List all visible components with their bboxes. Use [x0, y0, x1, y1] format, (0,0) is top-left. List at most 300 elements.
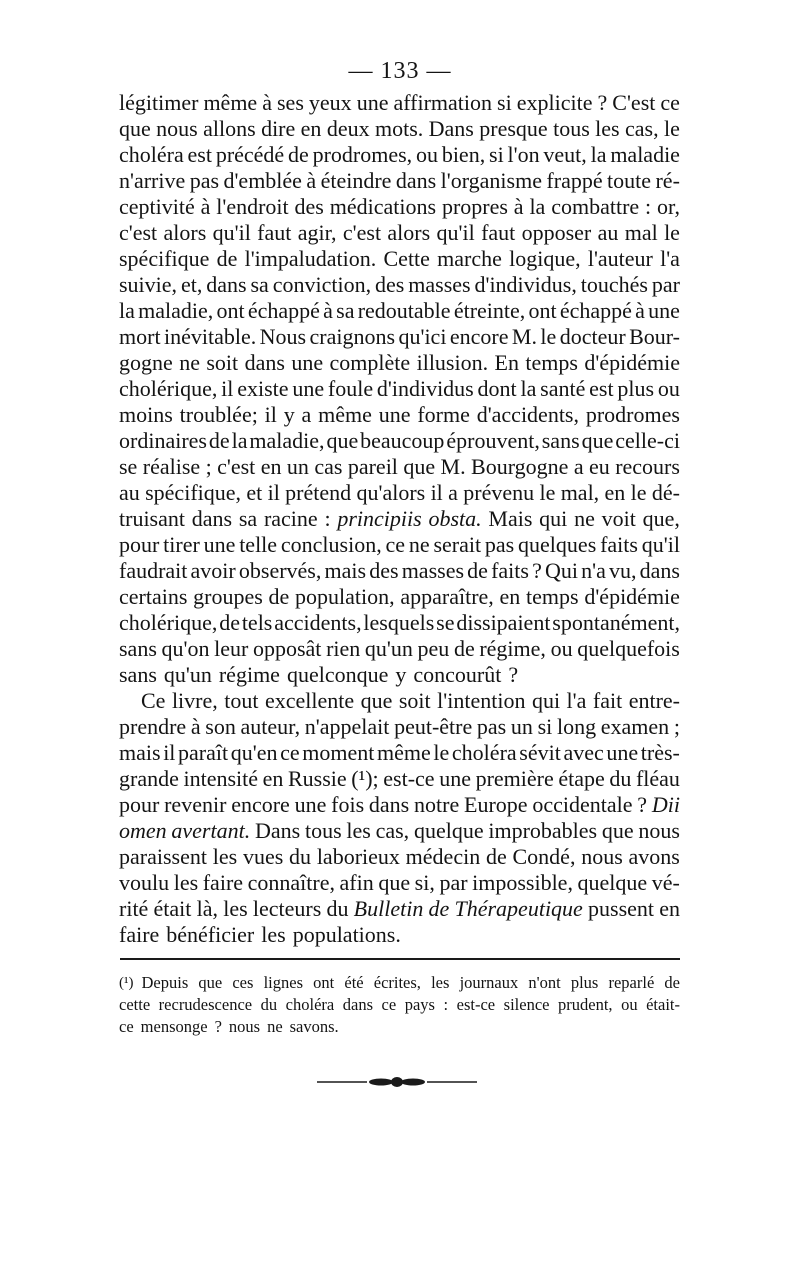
- word: tous: [553, 116, 590, 141]
- word: la: [231, 428, 248, 453]
- word: nous: [638, 818, 680, 843]
- word: il: [264, 402, 277, 427]
- text-line: [119, 662, 680, 688]
- word: lesquels: [363, 610, 435, 635]
- word: prendre: [119, 714, 187, 739]
- word: celle-ci: [615, 428, 680, 453]
- word: propres: [441, 194, 508, 219]
- word: sans: [541, 428, 580, 453]
- word: l'organisme: [440, 168, 542, 193]
- word: de: [467, 558, 488, 583]
- word: mal,: [560, 480, 600, 505]
- footnote: [119, 972, 680, 1038]
- word: les: [223, 896, 248, 921]
- word: Dii: [651, 792, 680, 817]
- word: a: [301, 402, 312, 427]
- word: là,: [196, 896, 218, 921]
- page-number: — 133 —: [348, 58, 452, 84]
- word: même: [203, 90, 258, 115]
- word: éteindre: [320, 168, 392, 193]
- word: à: [262, 90, 272, 115]
- word: une: [294, 792, 327, 817]
- word: Nous: [259, 324, 307, 349]
- word: c'est: [342, 220, 382, 245]
- word: M.: [511, 324, 537, 349]
- text-line: [119, 636, 680, 662]
- word: vu,: [609, 558, 637, 583]
- word: a: [448, 480, 458, 505]
- word: temps: [525, 350, 578, 375]
- word: échappé: [247, 298, 320, 323]
- text-line: [119, 688, 680, 714]
- word: ou: [621, 995, 638, 1014]
- word: écrites,: [373, 973, 421, 992]
- word: ces: [232, 973, 254, 992]
- word: recours: [615, 454, 680, 479]
- text-line: [119, 272, 680, 298]
- word: quelque: [577, 870, 648, 895]
- word: d'individus: [376, 376, 474, 401]
- word: ;: [205, 454, 212, 479]
- word: d'épidémie: [584, 350, 680, 375]
- word: sévit: [519, 740, 561, 765]
- word: ses: [277, 90, 304, 115]
- word: tout: [224, 688, 259, 713]
- word: des: [375, 272, 405, 297]
- word: M.: [440, 454, 466, 479]
- word: Bulletin: [353, 896, 424, 921]
- word: Cette: [383, 246, 430, 271]
- word: ce: [119, 1017, 134, 1036]
- word: fois: [331, 792, 365, 817]
- word: choléra: [451, 740, 517, 765]
- text-line: [119, 428, 680, 454]
- word: les: [346, 818, 371, 843]
- word: d'accidents,: [476, 402, 579, 427]
- word: connaître,: [247, 870, 335, 895]
- word: ?: [637, 792, 648, 817]
- word: touchés: [580, 272, 648, 297]
- word: ou: [416, 142, 438, 167]
- word: maladie,: [249, 428, 325, 453]
- text-line: [119, 818, 680, 844]
- word: prévenu: [463, 480, 535, 505]
- word: Bourgogne: [471, 454, 569, 479]
- word: plus: [570, 973, 599, 992]
- text-line: [119, 90, 680, 116]
- word: impossible,: [472, 870, 573, 895]
- word: voit: [601, 506, 636, 531]
- word: omen: [119, 818, 167, 843]
- word: les: [431, 973, 450, 992]
- text-line: [119, 116, 680, 142]
- word: que: [403, 454, 436, 479]
- word: faut: [257, 220, 292, 245]
- word: ?: [532, 558, 542, 583]
- word: conviction,: [272, 272, 372, 297]
- word: temps: [526, 584, 579, 609]
- word: les: [261, 922, 286, 947]
- word: l'endroit: [216, 194, 289, 219]
- word: cette: [119, 995, 151, 1014]
- word: illusion.: [416, 350, 489, 375]
- word: :: [443, 995, 449, 1014]
- word: avons: [628, 844, 680, 869]
- word: masses: [408, 272, 471, 297]
- word: si: [489, 142, 504, 167]
- word: dont: [477, 376, 517, 401]
- word: rité: [119, 896, 149, 921]
- word: y: [395, 662, 407, 687]
- word: mais: [324, 558, 367, 583]
- word: inévitable.: [163, 324, 257, 349]
- word: dans: [395, 168, 437, 193]
- word: à: [323, 298, 333, 323]
- word: de: [216, 246, 238, 271]
- word: entre-: [628, 688, 680, 713]
- word: était: [153, 896, 192, 921]
- word: truisant: [119, 506, 185, 531]
- word: ordinaires: [119, 428, 207, 453]
- text-line: [119, 194, 680, 220]
- word: telle: [239, 532, 278, 557]
- word: le: [663, 116, 680, 141]
- word: d'épidémie: [584, 584, 680, 609]
- word: bénéficier: [166, 922, 255, 947]
- word: médecin: [405, 844, 481, 869]
- word: des: [294, 194, 324, 219]
- word: se: [119, 454, 138, 479]
- word: mensonge: [140, 1017, 208, 1036]
- word: une: [292, 376, 325, 401]
- word: concourût: [413, 662, 502, 687]
- word: ne: [408, 532, 430, 557]
- word: ne: [574, 506, 595, 531]
- word: maladie,: [138, 298, 214, 323]
- word: pour: [119, 532, 160, 557]
- word: la: [529, 194, 546, 219]
- word: que,: [642, 506, 680, 531]
- text-line: [119, 454, 680, 480]
- word: ré-: [655, 168, 680, 193]
- word: pas: [189, 168, 220, 193]
- word: population,: [295, 584, 395, 609]
- word: existe: [237, 376, 289, 401]
- word: que: [119, 116, 151, 141]
- word: revenir: [164, 792, 227, 817]
- word: est-ce: [456, 995, 496, 1014]
- word: son: [205, 714, 236, 739]
- word: veut,: [543, 142, 587, 167]
- footnote-line: [119, 1016, 680, 1038]
- word: les: [212, 844, 238, 869]
- word: si: [537, 714, 553, 739]
- text-line: [119, 896, 680, 922]
- word: les: [595, 116, 620, 141]
- word: du: [289, 844, 312, 869]
- word: il: [163, 740, 176, 765]
- word: l'on: [507, 142, 540, 167]
- word: en: [499, 584, 521, 609]
- word: ceptivité: [119, 194, 195, 219]
- word: excellente: [264, 688, 355, 713]
- word: suivie,: [119, 272, 178, 297]
- word: été: [344, 973, 364, 992]
- word: savons.: [289, 1017, 339, 1036]
- word: un: [510, 714, 533, 739]
- word: ?: [214, 1017, 222, 1036]
- word: fléau: [635, 766, 680, 791]
- word: observés,: [238, 558, 322, 583]
- text-line: [119, 220, 680, 246]
- word: qu'ici: [398, 324, 447, 349]
- word: dissipaient: [456, 610, 551, 635]
- word: une: [203, 532, 236, 557]
- word: quelques: [518, 532, 597, 557]
- word: dans: [368, 792, 410, 817]
- word: accidents,: [274, 610, 362, 635]
- word: dans: [191, 506, 233, 531]
- word: ou: [550, 636, 573, 661]
- word: étape: [558, 766, 605, 791]
- word: pussent: [588, 896, 655, 921]
- word: peu: [417, 636, 450, 661]
- word: masses: [401, 558, 465, 583]
- word: improbables: [488, 818, 598, 843]
- word: moment: [302, 740, 375, 765]
- word: qu'un: [364, 636, 413, 661]
- word: eu: [589, 454, 610, 479]
- word: reparlé: [608, 973, 655, 992]
- word: de: [208, 428, 230, 453]
- word: soit: [206, 350, 239, 375]
- word: tirer: [163, 532, 200, 557]
- word: Condé,: [512, 844, 576, 869]
- text-line: [119, 376, 680, 402]
- word: échappé: [559, 298, 632, 323]
- word: mort: [119, 324, 161, 349]
- word: opposer: [521, 220, 592, 245]
- word: même: [318, 402, 372, 427]
- word: dans: [639, 558, 680, 583]
- word: première: [475, 766, 554, 791]
- word: réalise: [142, 454, 201, 479]
- word: cas,: [625, 116, 659, 141]
- word: l'a: [660, 246, 680, 271]
- word: serait: [433, 532, 482, 557]
- word: l'auteur: [587, 246, 653, 271]
- text-line: [119, 246, 680, 272]
- word: ou: [657, 376, 680, 401]
- word: prodromes,: [312, 142, 413, 167]
- word: n'appelait: [304, 714, 390, 739]
- text-line: [119, 792, 680, 818]
- word: n'ont: [528, 973, 561, 992]
- word: pareil: [347, 454, 398, 479]
- word: qui: [539, 506, 568, 531]
- word: le: [540, 324, 557, 349]
- word: prudent,: [558, 995, 613, 1014]
- word: si: [497, 90, 512, 115]
- word: est-ce: [383, 766, 435, 791]
- word: redoutable: [357, 298, 451, 323]
- word: il: [430, 480, 443, 505]
- word: qu'on: [161, 636, 210, 661]
- word: ?: [508, 662, 519, 687]
- text-line: [119, 844, 680, 870]
- word: légitimer: [119, 90, 199, 115]
- footnote-marker: (¹): [119, 975, 134, 991]
- word: paraît: [178, 740, 229, 765]
- word: deux: [326, 116, 370, 141]
- word: santé: [540, 376, 586, 401]
- word: spécifique: [119, 246, 210, 271]
- word: dire: [261, 116, 296, 141]
- word: faire: [119, 922, 160, 947]
- word: Depuis: [141, 973, 189, 992]
- word: à: [513, 194, 524, 219]
- word: en: [300, 116, 322, 141]
- word: plus: [617, 376, 655, 401]
- word: de: [428, 896, 450, 921]
- word: à: [200, 194, 211, 219]
- word: qui: [531, 688, 561, 713]
- word: quelconque: [286, 662, 389, 687]
- word: presque: [479, 116, 548, 141]
- word: et: [246, 480, 263, 505]
- word: il: [221, 376, 234, 401]
- text-line: [119, 506, 680, 532]
- word: ne: [267, 1017, 283, 1036]
- word: tels: [241, 610, 273, 635]
- word: occidentale: [532, 792, 633, 817]
- word: que: [601, 818, 634, 843]
- word: de: [268, 584, 290, 609]
- word: ont: [313, 973, 335, 992]
- word: que: [378, 870, 411, 895]
- word: leur: [214, 636, 249, 661]
- word: c'est: [119, 220, 158, 245]
- word: est: [589, 376, 614, 401]
- word: moins: [119, 402, 173, 427]
- text-line: [119, 532, 680, 558]
- word: pays: [404, 995, 435, 1014]
- word: il: [267, 480, 280, 505]
- word: sa: [250, 272, 269, 297]
- word: Russie: [288, 766, 347, 791]
- word: vé-: [651, 870, 680, 895]
- word: l'impaludation.: [244, 246, 377, 271]
- text-line: [119, 168, 680, 194]
- word: le: [664, 220, 680, 245]
- word: dé-: [651, 480, 680, 505]
- word: laborieux: [316, 844, 400, 869]
- text-line: [119, 766, 680, 792]
- word: d'individus,: [474, 272, 577, 297]
- word: tous: [304, 818, 342, 843]
- word: Europe: [464, 792, 528, 817]
- word: sans: [119, 636, 157, 661]
- word: une: [439, 766, 471, 791]
- word: prodromes: [585, 402, 680, 427]
- word: Dans: [428, 116, 474, 141]
- word: ce: [385, 532, 406, 557]
- word: prétend: [285, 480, 352, 505]
- text-line: [119, 480, 680, 506]
- body-text: [119, 90, 680, 948]
- word: Thérapeutique: [454, 896, 583, 921]
- word: n'a: [581, 558, 606, 583]
- word: ce: [280, 740, 300, 765]
- text-line: [119, 584, 680, 610]
- text-line: [119, 610, 680, 636]
- word: silence: [503, 995, 550, 1014]
- word: apparaître,: [400, 584, 494, 609]
- word: faudrait: [119, 558, 188, 583]
- word: mots.: [374, 116, 424, 141]
- word: ont: [216, 298, 245, 323]
- word: toute: [607, 168, 652, 193]
- word: en: [604, 480, 626, 505]
- word: qu'il: [641, 532, 680, 557]
- word: une: [356, 90, 389, 115]
- word: :: [645, 194, 652, 219]
- word: une: [378, 402, 411, 427]
- footnote-rule: [120, 958, 680, 960]
- word: la: [590, 142, 607, 167]
- word: du: [326, 896, 349, 921]
- word: une: [648, 298, 680, 323]
- word: sa: [336, 298, 355, 323]
- word: pas: [476, 714, 507, 739]
- word: beaucoup: [360, 428, 445, 453]
- word: cholérique,: [119, 376, 218, 401]
- word: troublée;: [179, 402, 258, 427]
- word: or,: [657, 194, 680, 219]
- word: encore: [449, 324, 509, 349]
- word: ce: [660, 90, 680, 115]
- word: En: [494, 350, 519, 375]
- word: à: [635, 298, 645, 323]
- word: une: [291, 350, 324, 375]
- word: maladie: [610, 142, 680, 167]
- word: précédé: [215, 142, 285, 167]
- word: un: [286, 454, 309, 479]
- footnote-line: [119, 994, 680, 1016]
- word: a: [573, 454, 584, 479]
- word: recrudescence: [158, 995, 253, 1014]
- text-line: [119, 740, 680, 766]
- word: médications: [329, 194, 437, 219]
- word: et,: [180, 272, 203, 297]
- word: spontanément,: [552, 610, 680, 635]
- word: la: [119, 298, 135, 323]
- word: docteur: [559, 324, 626, 349]
- word: alors: [387, 220, 431, 245]
- word: choléra: [119, 142, 184, 167]
- word: la: [520, 376, 537, 401]
- word: l'intention: [437, 688, 526, 713]
- word: racine: [263, 506, 318, 531]
- word: ne: [179, 350, 200, 375]
- word: Dans: [254, 818, 301, 843]
- word: ?: [597, 90, 608, 115]
- word: explicite: [516, 90, 593, 115]
- word: dans: [206, 272, 247, 297]
- word: ce: [381, 995, 397, 1014]
- word: cholérique,: [119, 610, 218, 635]
- word: pour: [119, 792, 160, 817]
